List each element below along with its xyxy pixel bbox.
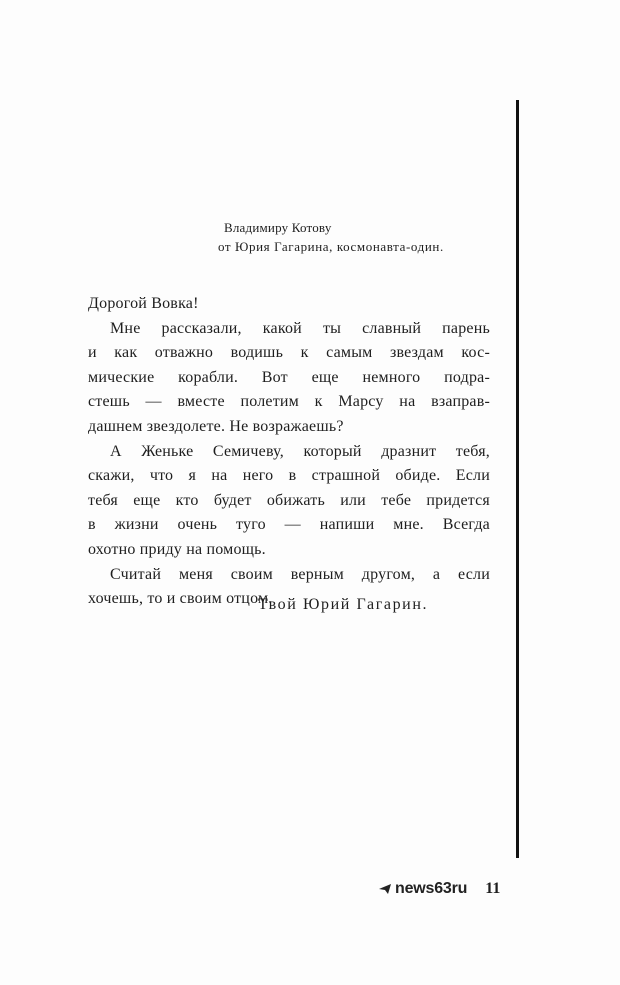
letter-line: охотно приду на помощь. [88,540,266,558]
letter-line: стешь — вместе полетим к Марсу на взаправ- [88,393,490,411]
letter-body [88,292,490,612]
letter-line: мические корабли. Вот еще немного подра- [88,368,490,386]
dedication-recipient: Владимиру Котову [224,220,332,235]
page-footer [378,880,500,898]
letter-line: и как отважно водишь к самым звездам кос- [88,344,490,362]
letter-line: тебя еще кто будет обижать или тебе придется [88,491,490,509]
watermark [378,880,467,898]
letter-line: хочешь, то и своим отцом. [88,590,273,608]
arrow-icon [378,883,392,895]
letter-line: скажи, что я на него в страшной обиде. Если [88,467,490,485]
letter-greeting: Дорогой Вовка! [88,295,199,312]
letter-line: Считай меня своим верным другом, а если [110,565,490,583]
dedication [200,218,500,256]
letter-line: Мне рассказали, какой ты славный парень [110,319,490,337]
letter-line: в жизни очень туго — напиши мне. Всегда [88,516,490,534]
watermark-text: news63ru [395,880,468,897]
letter-line: А Женьке Семичеву, который дразнит тебя, [110,442,490,460]
letter-line: дашнем звездолете. Не возражаешь? [88,417,344,435]
page-number: 11 [485,880,501,897]
page-edge-rule [516,100,519,858]
letter-signature: Твой Юрий Гагарин. [258,596,429,613]
dedication-sender: от Юрия Гагарина, космонавта-один. [218,239,444,254]
